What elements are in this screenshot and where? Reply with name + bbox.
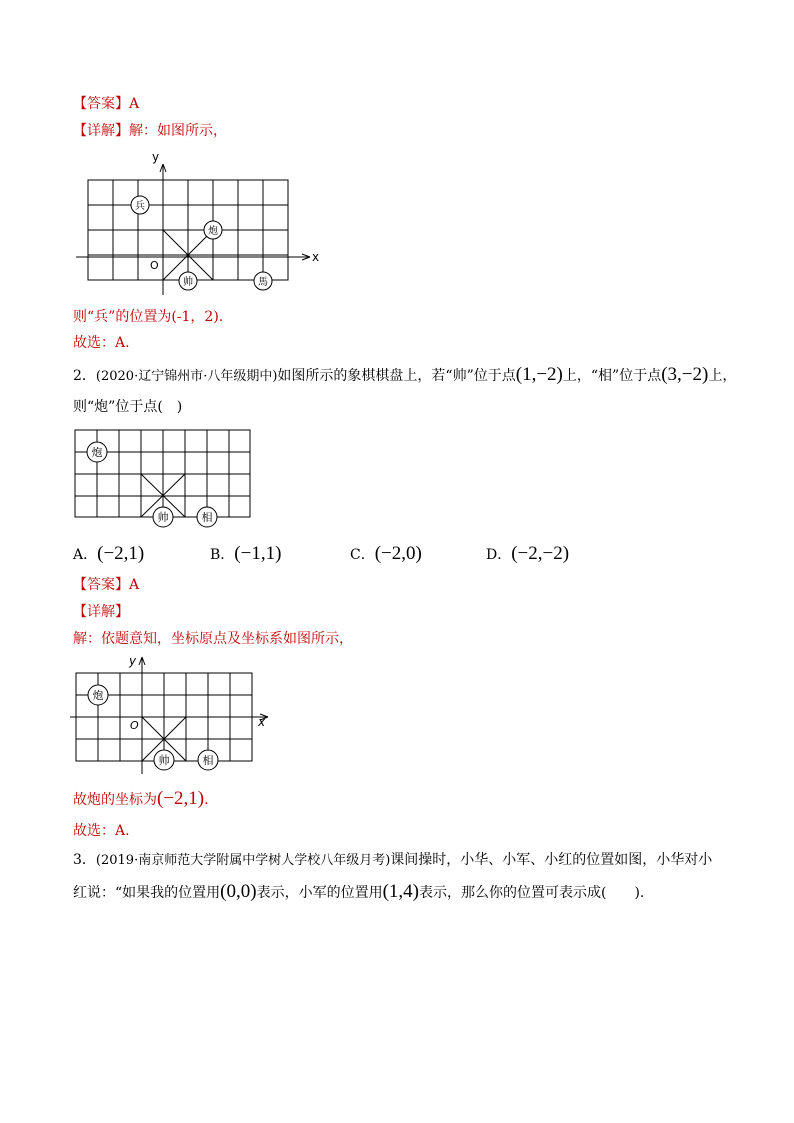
question-2-line-1 [73,365,736,387]
svg-text:相: 相 [202,754,214,767]
coord-xiang: (3,−2) [661,364,709,385]
piece-pao-q2b [88,685,108,705]
answer-line-1 [73,94,139,114]
piece-xiang-q2 [197,507,217,527]
chessboard-figure-1 [72,145,332,295]
piece-bing [131,196,149,214]
piece-shuai [179,272,197,290]
svg-text:相: 相 [201,511,213,524]
coord-b: (1,4) [382,881,419,902]
y-axis-label: y [152,150,160,164]
conclusion-1: 故选：A. [73,335,130,351]
answer-value-2: A [129,577,140,593]
detail-label: 【详解】 [73,123,129,139]
svg-text:兵: 兵 [135,201,145,212]
question-2-text-a: 如图所示的象棋棋盘上，若“帅”位于点 [277,368,516,384]
svg-text:炮: 炮 [208,226,218,237]
question-2-text-c: 上， [708,368,737,384]
piece-pao-q2 [87,442,107,462]
detail-text-2: 解：依题意知，坐标原点及坐标系如图所示， [73,631,353,647]
piece-shuai-q2b [154,750,174,770]
option-c[interactable]: C．(−2,0) [350,543,422,564]
y-axis-label-3: y [129,654,137,668]
option-d[interactable]: D．(−2,−2) [486,543,570,564]
question-3-text: 课间操时，小华、小军、小红的位置如图，小华对小 [390,852,713,868]
coord-a: (0,0) [220,881,257,902]
answer-label: 【答案】 [73,96,129,112]
question-2-number: 2． [73,368,96,384]
question-3-line-2: 红说：“如果我的位置用(0,0)表示，小军的位置用(1,4)表示，那么你的位置可表示成( ). [73,881,645,902]
detail-label-2: 【详解】 [73,604,129,620]
result-text-b: . [204,792,209,808]
svg-text:炮: 炮 [91,446,103,459]
piece-xiang-q2b [198,750,218,770]
question-3-line-1 [73,850,712,871]
result-text-1: 则“兵”的位置为(-1，2). [73,309,224,325]
question-2-source: (2020·辽宁锦州市·八年级期中) [95,369,278,384]
option-b[interactable]: B．(−1,1) [210,543,282,564]
svg-text:馬: 馬 [258,277,268,288]
piece-ma [254,272,272,290]
question-2-text-b: 上，“相”位于点 [562,368,662,384]
answer-line-2 [73,575,139,595]
svg-text:帅: 帅 [158,754,170,767]
piece-pao [204,221,222,239]
detail-text: 解：如图所示， [129,123,227,139]
result-line-2 [73,789,209,810]
result-text-a: 故炮的坐标为 [73,792,157,808]
origin-label: O [150,259,159,272]
question-3-number: 3． [73,852,96,868]
question-2-line-2: 则“炮”位于点( ) [73,399,183,415]
answer-value: A [129,96,140,112]
coord-shuai: (1,−2) [515,364,563,385]
chessboard-figure-3 [68,652,288,777]
conclusion-2: 故选：A. [73,823,130,839]
piece-shuai-q2 [153,507,173,527]
svg-text:帅: 帅 [157,511,169,524]
svg-text:帅: 帅 [183,277,193,288]
x-axis-label-3: x [258,715,266,729]
origin-label-3: O [130,719,139,732]
answer-label-2: 【答案】 [73,577,129,593]
chessboard-figure-2 [74,429,264,529]
detail-line-1 [73,121,227,141]
x-axis-label: x [312,250,320,264]
result-coord: (−2,1) [157,788,205,809]
option-a[interactable]: A．(−2,1) [73,543,145,564]
question-3-source: (2019·南京师范大学附属中学树人学校八年级月考) [95,853,391,868]
svg-text:炮: 炮 [92,689,104,702]
